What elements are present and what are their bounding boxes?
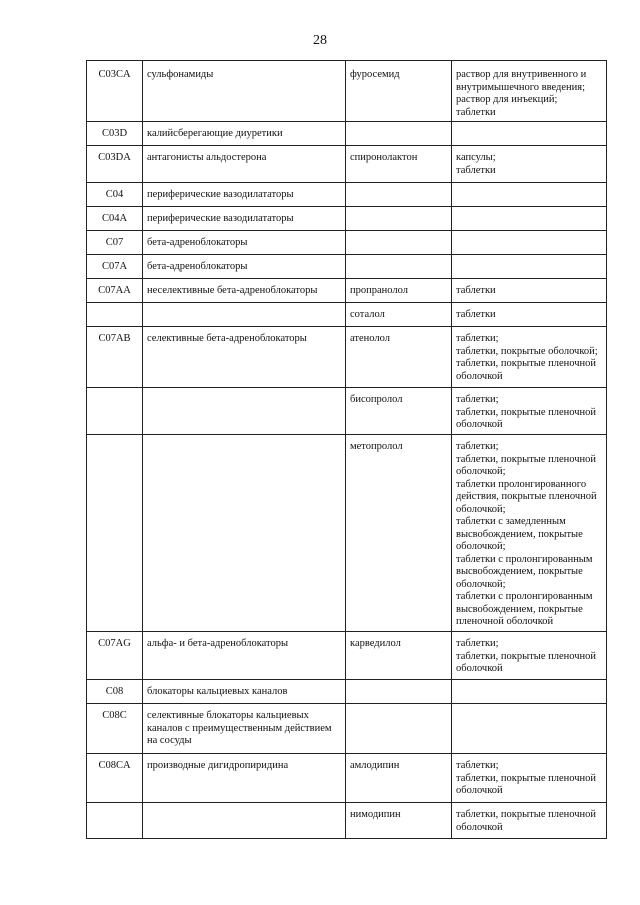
table-row <box>87 388 607 435</box>
drug-cell <box>346 207 452 231</box>
group-cell: периферические вазодилататоры <box>143 207 346 231</box>
dosage-form-cell: таблетки; таблетки, покрытые пленочной оболочкой; таблетки пролонгированного действия, покрытые пленочной оболочкой; таблетки с замедленным высвобождением, покрытые оболочкой; таблетки с пролонгированным высвобождением, покрытые оболочкой; таблетки с пролонгированным высвобождением, покрытые пленочной оболочкой <box>452 435 607 632</box>
dosage-form-cell <box>452 680 607 704</box>
atc-code-cell <box>87 388 143 435</box>
table-row <box>87 279 607 303</box>
group-cell: производные дигидропиридина <box>143 754 346 803</box>
dosage-form-cell: таблетки; таблетки, покрытые пленочной оболочкой <box>452 754 607 803</box>
drug-cell: метопролол <box>346 435 452 632</box>
group-cell: селективные блокаторы кальциевых каналов с преимущественным действием на сосуды <box>143 704 346 754</box>
table-row <box>87 632 607 680</box>
table-row <box>87 754 607 803</box>
table-row <box>87 704 607 754</box>
group-cell: альфа- и бета-адреноблокаторы <box>143 632 346 680</box>
dosage-form-cell: таблетки; таблетки, покрытые пленочной оболочкой <box>452 388 607 435</box>
table-row <box>87 327 607 388</box>
dosage-form-cell: таблетки; таблетки, покрытые пленочной оболочкой <box>452 632 607 680</box>
group-cell: антагонисты альдостерона <box>143 146 346 183</box>
drug-table <box>86 60 607 839</box>
group-cell <box>143 388 346 435</box>
drug-cell: карведилол <box>346 632 452 680</box>
atc-code-cell: C07 <box>87 231 143 255</box>
dosage-form-cell <box>452 231 607 255</box>
table-row <box>87 207 607 231</box>
group-cell <box>143 435 346 632</box>
table-row <box>87 255 607 279</box>
drug-cell: соталол <box>346 303 452 327</box>
drug-cell <box>346 255 452 279</box>
dosage-form-cell <box>452 122 607 146</box>
drug-cell: бисопролол <box>346 388 452 435</box>
dosage-form-cell: раствор для внутривенного и внутримышечного введения; раствор для инъекций; таблетки <box>452 61 607 122</box>
table-row <box>87 146 607 183</box>
group-cell <box>143 303 346 327</box>
table-row <box>87 435 607 632</box>
table-row <box>87 61 607 122</box>
group-cell: селективные бета-адреноблокаторы <box>143 327 346 388</box>
drug-cell <box>346 122 452 146</box>
drug-cell: фуросемид <box>346 61 452 122</box>
atc-code-cell: C07AA <box>87 279 143 303</box>
page-number: 28 <box>313 33 327 48</box>
atc-code-cell: C03CA <box>87 61 143 122</box>
group-cell: сульфонамиды <box>143 61 346 122</box>
atc-code-cell: C04A <box>87 207 143 231</box>
dosage-form-cell <box>452 704 607 754</box>
group-cell: периферические вазодилататоры <box>143 183 346 207</box>
atc-code-cell: C03DA <box>87 146 143 183</box>
dosage-form-cell <box>452 255 607 279</box>
group-cell: неселективные бета-адреноблокаторы <box>143 279 346 303</box>
group-cell: бета-адреноблокаторы <box>143 255 346 279</box>
drug-cell <box>346 183 452 207</box>
atc-code-cell: C08C <box>87 704 143 754</box>
atc-code-cell: C08 <box>87 680 143 704</box>
dosage-form-cell: капсулы; таблетки <box>452 146 607 183</box>
dosage-form-cell: таблетки <box>452 303 607 327</box>
drug-cell: пропранолол <box>346 279 452 303</box>
atc-code-cell <box>87 303 143 327</box>
drug-cell: спиронолактон <box>346 146 452 183</box>
drug-cell <box>346 704 452 754</box>
group-cell: блокаторы кальциевых каналов <box>143 680 346 704</box>
atc-code-cell: C07AB <box>87 327 143 388</box>
table-row <box>87 183 607 207</box>
dosage-form-cell <box>452 183 607 207</box>
table-row <box>87 680 607 704</box>
group-cell <box>143 803 346 839</box>
atc-code-cell: C03D <box>87 122 143 146</box>
drug-cell: атенолол <box>346 327 452 388</box>
atc-code-cell: C07AG <box>87 632 143 680</box>
dosage-form-cell: таблетки, покрытые пленочной оболочкой <box>452 803 607 839</box>
drug-cell <box>346 680 452 704</box>
table-row <box>87 122 607 146</box>
group-cell: калийсберегающие диуретики <box>143 122 346 146</box>
atc-code-cell: C07A <box>87 255 143 279</box>
drug-cell <box>346 231 452 255</box>
table-row <box>87 803 607 839</box>
table-row <box>87 303 607 327</box>
drug-table-body <box>87 61 607 839</box>
atc-code-cell: C08CA <box>87 754 143 803</box>
atc-code-cell <box>87 803 143 839</box>
dosage-form-cell <box>452 207 607 231</box>
table-row <box>87 231 607 255</box>
drug-cell: нимодипин <box>346 803 452 839</box>
dosage-form-cell: таблетки; таблетки, покрытые оболочкой; таблетки, покрытые пленочной оболочкой <box>452 327 607 388</box>
atc-code-cell: C04 <box>87 183 143 207</box>
group-cell: бета-адреноблокаторы <box>143 231 346 255</box>
atc-code-cell <box>87 435 143 632</box>
dosage-form-cell: таблетки <box>452 279 607 303</box>
drug-cell: амлодипин <box>346 754 452 803</box>
